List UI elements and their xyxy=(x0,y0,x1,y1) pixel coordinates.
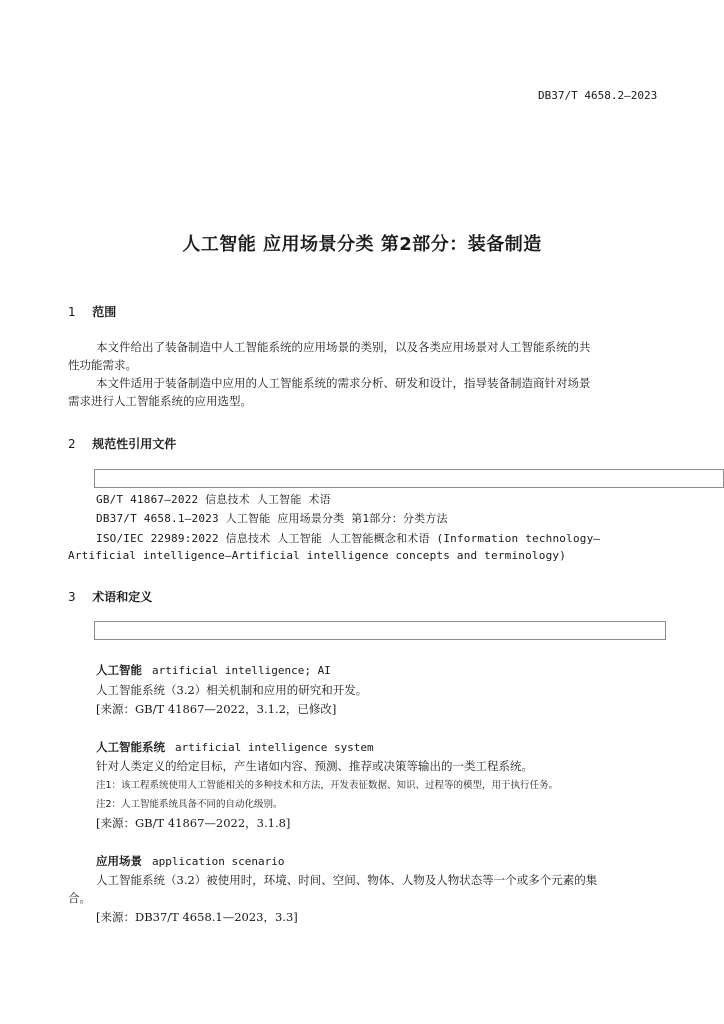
term-chinese: 应用场景 xyxy=(96,854,142,868)
paragraph-line: 性功能需求。 xyxy=(68,358,137,372)
term-heading xyxy=(96,662,331,678)
document-code: DB37/T 4658.2—2023 xyxy=(538,89,658,102)
term-definition-continued: 合。 xyxy=(68,891,91,905)
document-title: 人工智能 应用场景分类 第2部分：装备制造 xyxy=(182,234,542,255)
term-english: artificial intelligence; AI xyxy=(152,664,331,677)
reference-item: DB37/T 4658.1—2023 人工智能 应用场景分类 第1部分：分类方法 xyxy=(96,512,448,525)
paragraph-line: 本文件给出了装备制造中人工智能系统的应用场景的类别，以及各类应用场景对人工智能系统的共 xyxy=(96,340,591,354)
term-definition: 人工智能系统（3.2）被使用时，环境、时间、空间、物体、人物及人物状态等一个或多个元素的集 xyxy=(96,873,598,887)
section-title: 术语和定义 xyxy=(92,590,153,604)
section-title: 规范性引用文件 xyxy=(92,437,177,451)
intro-text-placeholder-box xyxy=(94,621,666,640)
paragraph-line: 需求进行人工智能系统的应用选型。 xyxy=(68,394,252,408)
reference-item: ISO/IEC 22989:2022 信息技术 人工智能 人工智能概念和术语 (Information technology— xyxy=(96,532,601,545)
section-number: 1 xyxy=(68,305,76,319)
section-number: 2 xyxy=(68,437,76,451)
term-heading xyxy=(96,739,374,755)
term-source: [来源：GB/T 41867—2022，3.1.2，已修改] xyxy=(96,702,337,716)
term-definition: 针对人类定义的给定目标，产生诸如内容、预测、推荐或决策等输出的一类工程系统。 xyxy=(96,759,533,773)
section-3-heading xyxy=(68,588,152,605)
term-chinese: 人工智能系统 xyxy=(96,740,165,754)
term-definition: 人工智能系统（3.2）相关机制和应用的研究和开发。 xyxy=(96,683,368,697)
term-english: artificial intelligence system xyxy=(175,741,374,754)
section-1-heading xyxy=(68,303,116,320)
section-number: 3 xyxy=(68,590,76,604)
term-note: 注1：该工程系统使用人工智能相关的多种技术和方法，开发表征数据、知识、过程等的模型，用于执行任务。 xyxy=(96,780,559,791)
term-source: [来源：DB37/T 4658.1—2023，3.3] xyxy=(96,910,298,924)
term-chinese: 人工智能 xyxy=(96,663,142,677)
intro-text-placeholder-box xyxy=(94,469,724,488)
term-source: [来源：GB/T 41867—2022，3.1.8] xyxy=(96,816,291,830)
section-2-heading xyxy=(68,435,176,452)
reference-item-continued: Artificial intelligence—Artificial intelligence concepts and terminology) xyxy=(68,549,567,562)
paragraph-line: 本文件适用于装备制造中应用的人工智能系统的需求分析、研发和设计，指导装备制造商针对场景 xyxy=(96,376,591,390)
term-note: 注2：人工智能系统具备不同的自动化级别。 xyxy=(96,799,283,810)
term-heading xyxy=(96,853,284,869)
term-english: application scenario xyxy=(152,855,285,868)
reference-item: GB/T 41867—2022 信息技术 人工智能 术语 xyxy=(96,493,331,506)
section-title: 范围 xyxy=(92,305,117,319)
